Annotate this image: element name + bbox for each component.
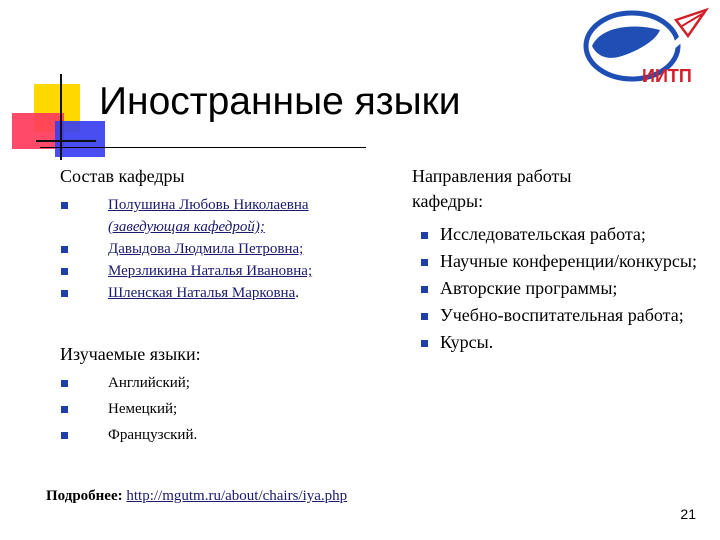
staff-list xyxy=(60,194,312,304)
more-label: Подробнее: xyxy=(46,488,123,504)
list-item xyxy=(412,222,712,247)
list-item xyxy=(412,276,712,301)
direction-item: Авторские программы; xyxy=(440,278,618,298)
staff-heading: Состав кафедры xyxy=(60,166,185,186)
decor-horizontal-line xyxy=(36,140,96,142)
square-bullet-icon xyxy=(61,432,68,439)
langs-list xyxy=(60,370,197,448)
square-bullet-icon xyxy=(421,259,428,266)
direction-item: Курсы. xyxy=(440,332,494,352)
staff-link-polushina[interactable]: Полушина Любовь Николаевна xyxy=(108,197,309,213)
square-bullet-icon xyxy=(61,380,68,387)
list-item xyxy=(60,260,312,282)
staff-suffix: . xyxy=(295,285,299,301)
square-bullet-icon xyxy=(421,232,428,239)
square-bullet-icon xyxy=(421,313,428,320)
list-item xyxy=(60,238,312,260)
more-info-line xyxy=(46,488,347,505)
direction-item: Учебно-воспитательная работа; xyxy=(440,305,684,325)
page-title: Иностранные языки xyxy=(99,80,461,123)
title-underline xyxy=(40,147,366,148)
staff-link-merzlikina[interactable]: Мерзликина Наталья Ивановна; xyxy=(108,263,313,279)
list-item xyxy=(412,303,712,328)
lang-german: Немецкий; xyxy=(108,401,178,417)
logo-text: ИИТП xyxy=(642,66,692,86)
square-bullet-icon xyxy=(61,406,68,413)
square-bullet-icon xyxy=(61,246,68,253)
more-url-link[interactable]: http://mgutm.ru/about/chairs/iya.php xyxy=(126,488,348,504)
directions-heading xyxy=(412,164,572,214)
square-bullet-icon xyxy=(61,290,68,297)
square-bullet-icon xyxy=(61,202,68,209)
direction-item: Исследовательская работа; xyxy=(440,224,646,244)
square-bullet-icon xyxy=(61,268,68,275)
list-item xyxy=(60,370,197,396)
directions-heading-line1: Направления работы xyxy=(412,166,572,186)
square-bullet-icon xyxy=(421,340,428,347)
staff-note-head[interactable]: (заведующая кафедрой); xyxy=(108,219,265,235)
iitp-logo xyxy=(570,6,712,90)
staff-link-davydova[interactable]: Давыдова Людмила Петровна; xyxy=(108,241,304,257)
decor-blue-square xyxy=(55,121,105,157)
directions-list xyxy=(412,222,712,357)
lang-french: Французский. xyxy=(108,427,198,443)
direction-item: Научные конференции/конкурсы; xyxy=(440,251,698,271)
list-item xyxy=(60,194,312,238)
list-item xyxy=(412,330,712,355)
list-item xyxy=(412,249,712,274)
list-item xyxy=(60,282,312,304)
lang-english: Английский; xyxy=(108,375,190,391)
directions-heading-line2: кафедры: xyxy=(412,191,484,211)
list-item xyxy=(60,396,197,422)
square-bullet-icon xyxy=(421,286,428,293)
langs-heading: Изучаемые языки: xyxy=(60,344,201,364)
staff-link-shlenskaya[interactable]: Шленская Наталья Марковна xyxy=(108,285,296,301)
list-item xyxy=(60,422,197,448)
page-number: 21 xyxy=(680,506,696,522)
